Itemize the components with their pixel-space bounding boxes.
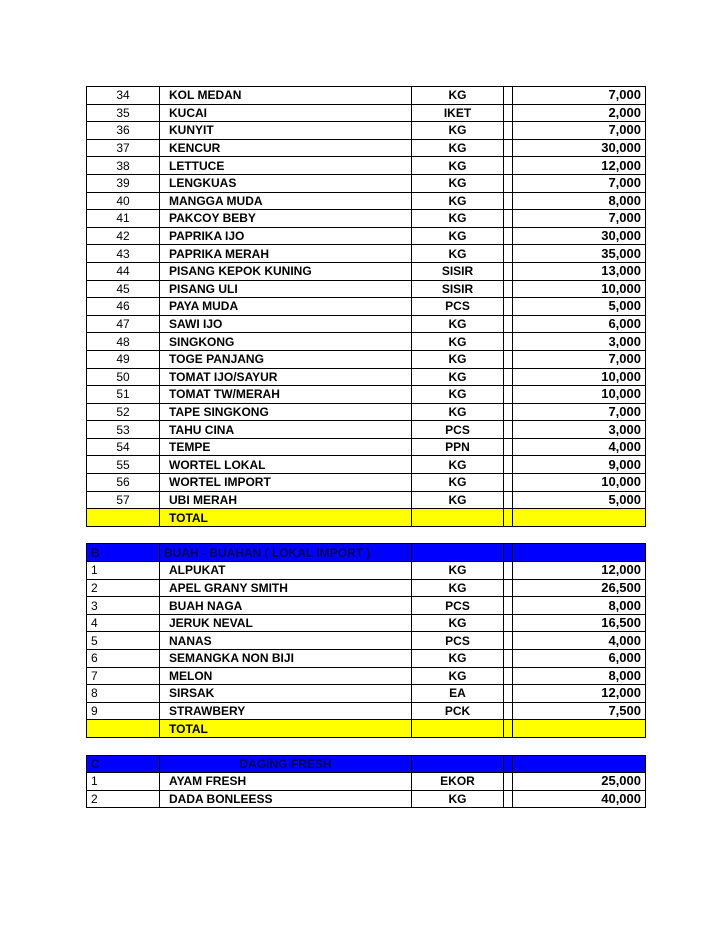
item-price: 10,000 [513, 368, 646, 386]
item-name: PISANG KEPOK KUNING [160, 262, 412, 280]
item-price: 3,000 [513, 421, 646, 439]
spacer-cell [504, 421, 513, 439]
row-number: 5 [87, 632, 160, 650]
table-row [87, 210, 646, 228]
table-row [87, 632, 646, 650]
spacer-cell [504, 474, 513, 492]
row-number: 54 [87, 438, 160, 456]
row-number: 2 [87, 790, 160, 808]
spacer-cell [504, 667, 513, 685]
item-price: 5,000 [513, 491, 646, 509]
item-price: 2,000 [513, 104, 646, 122]
item-unit: KG [412, 474, 504, 492]
item-price: 16,500 [513, 614, 646, 632]
item-price: 4,000 [513, 632, 646, 650]
item-price: 3,000 [513, 333, 646, 351]
item-price: 8,000 [513, 192, 646, 210]
item-unit: KG [412, 491, 504, 509]
table-row [87, 685, 646, 703]
item-name: KOL MEDAN [160, 87, 412, 105]
item-unit: SISIR [412, 280, 504, 298]
item-name: PAYA MUDA [160, 298, 412, 316]
total-row [87, 509, 646, 527]
item-price: 12,000 [513, 157, 646, 175]
item-name: SEMANGKA NON BIJI [160, 650, 412, 668]
spacer-cell [504, 210, 513, 228]
item-name: NANAS [160, 632, 412, 650]
item-name: STRAWBERY [160, 702, 412, 720]
item-unit: PCS [412, 597, 504, 615]
item-price: 5,000 [513, 298, 646, 316]
row-number: 1 [87, 562, 160, 580]
spacer-cell [504, 562, 513, 580]
item-name: PAKCOY BEBY [160, 210, 412, 228]
item-name: LENGKUAS [160, 174, 412, 192]
section-unit [412, 755, 504, 773]
gap-row [87, 737, 646, 755]
item-price: 7,000 [513, 122, 646, 140]
table-row [87, 579, 646, 597]
spacer-cell [504, 262, 513, 280]
table-row [87, 139, 646, 157]
spacer-cell [504, 491, 513, 509]
table-row [87, 104, 646, 122]
item-price: 7,000 [513, 87, 646, 105]
row-number: 50 [87, 368, 160, 386]
spacer-cell [504, 386, 513, 404]
spacer-cell [504, 544, 513, 562]
spacer-cell [504, 368, 513, 386]
item-name: TOMAT TW/MERAH [160, 386, 412, 404]
item-price: 6,000 [513, 650, 646, 668]
gap-cell [87, 526, 646, 544]
item-name: TAHU CINA [160, 421, 412, 439]
total-value [513, 720, 646, 738]
row-number: 38 [87, 157, 160, 175]
item-price: 8,000 [513, 597, 646, 615]
row-number: 56 [87, 474, 160, 492]
item-name: KUCAI [160, 104, 412, 122]
table-row [87, 262, 646, 280]
item-unit: PCS [412, 421, 504, 439]
table-row [87, 614, 646, 632]
item-unit: KG [412, 139, 504, 157]
spacer-cell [504, 350, 513, 368]
item-unit: EKOR [412, 773, 504, 791]
item-name: BUAH NAGA [160, 597, 412, 615]
row-number: 43 [87, 245, 160, 263]
row-number: 40 [87, 192, 160, 210]
table-row [87, 421, 646, 439]
item-name: UBI MERAH [160, 491, 412, 509]
item-name: LETTUCE [160, 157, 412, 175]
price-list-body [87, 87, 646, 808]
item-name: ALPUKAT [160, 562, 412, 580]
spacer-cell [504, 104, 513, 122]
spacer-cell [504, 632, 513, 650]
item-price: 12,000 [513, 562, 646, 580]
item-unit: KG [412, 210, 504, 228]
item-name: TEMPE [160, 438, 412, 456]
spacer-cell [504, 790, 513, 808]
spacer-cell [504, 614, 513, 632]
table-row [87, 790, 646, 808]
gap-row [87, 526, 646, 544]
spacer-cell [504, 192, 513, 210]
item-price: 10,000 [513, 280, 646, 298]
spacer-cell [504, 298, 513, 316]
item-unit: PPN [412, 438, 504, 456]
section-price [513, 755, 646, 773]
spacer-cell [504, 685, 513, 703]
row-number: 55 [87, 456, 160, 474]
spacer-cell [504, 650, 513, 668]
price-list-table [86, 86, 646, 808]
row-number: 37 [87, 139, 160, 157]
item-name: SAWI IJO [160, 315, 412, 333]
item-price: 35,000 [513, 245, 646, 263]
item-price: 30,000 [513, 139, 646, 157]
total-blank [87, 509, 160, 527]
item-price: 10,000 [513, 386, 646, 404]
section-title: DAGING FRESH [160, 755, 412, 773]
table-row [87, 438, 646, 456]
section-price [513, 544, 646, 562]
item-price: 13,000 [513, 262, 646, 280]
row-number: 49 [87, 350, 160, 368]
item-price: 7,500 [513, 702, 646, 720]
spacer-cell [504, 597, 513, 615]
item-unit: SISIR [412, 262, 504, 280]
item-unit: KG [412, 245, 504, 263]
row-number: 8 [87, 685, 160, 703]
row-number: 2 [87, 579, 160, 597]
table-row [87, 386, 646, 404]
row-number: 9 [87, 702, 160, 720]
item-name: PAPRIKA MERAH [160, 245, 412, 263]
spacer-cell [504, 333, 513, 351]
item-name: MANGGA MUDA [160, 192, 412, 210]
item-unit: KG [412, 650, 504, 668]
total-blank [87, 720, 160, 738]
item-name: DADA BONLEESS [160, 790, 412, 808]
table-row [87, 562, 646, 580]
item-price: 12,000 [513, 685, 646, 703]
table-row [87, 315, 646, 333]
spacer-cell [504, 456, 513, 474]
total-label: TOTAL [160, 720, 412, 738]
item-price: 7,000 [513, 174, 646, 192]
spacer-cell [504, 755, 513, 773]
item-unit: KG [412, 315, 504, 333]
item-price: 30,000 [513, 227, 646, 245]
table-row [87, 368, 646, 386]
item-unit: KG [412, 403, 504, 421]
item-name: PAPRIKA IJO [160, 227, 412, 245]
table-row [87, 87, 646, 105]
total-unit [412, 720, 504, 738]
item-unit: IKET [412, 104, 504, 122]
gap-cell [87, 737, 646, 755]
row-number: 46 [87, 298, 160, 316]
table-row [87, 350, 646, 368]
spacer-cell [504, 403, 513, 421]
row-number: 35 [87, 104, 160, 122]
spacer-cell [504, 720, 513, 738]
row-number: 39 [87, 174, 160, 192]
spacer-cell [504, 227, 513, 245]
table-row [87, 280, 646, 298]
item-name: KENCUR [160, 139, 412, 157]
section-title: BUAH - BUAHAN ( LOKAL IMPORT ) [160, 544, 412, 562]
table-row [87, 650, 646, 668]
item-price: 4,000 [513, 438, 646, 456]
total-label: TOTAL [160, 509, 412, 527]
item-name: APEL GRANY SMITH [160, 579, 412, 597]
row-number: 53 [87, 421, 160, 439]
item-unit: KG [412, 350, 504, 368]
spacer-cell [504, 315, 513, 333]
section-header-row [87, 544, 646, 562]
table-row [87, 773, 646, 791]
table-row [87, 192, 646, 210]
item-unit: KG [412, 174, 504, 192]
table-row [87, 597, 646, 615]
item-price: 8,000 [513, 667, 646, 685]
table-row [87, 157, 646, 175]
spacer-cell [504, 87, 513, 105]
total-row [87, 720, 646, 738]
item-unit: KG [412, 614, 504, 632]
item-unit: KG [412, 790, 504, 808]
item-unit: PCK [412, 702, 504, 720]
item-price: 26,500 [513, 579, 646, 597]
item-name: SIRSAK [160, 685, 412, 703]
table-row [87, 245, 646, 263]
row-number: 51 [87, 386, 160, 404]
item-unit: KG [412, 333, 504, 351]
row-number: 52 [87, 403, 160, 421]
spacer-cell [504, 702, 513, 720]
spacer-cell [504, 438, 513, 456]
item-name: TAPE SINGKONG [160, 403, 412, 421]
spacer-cell [504, 174, 513, 192]
table-row [87, 403, 646, 421]
item-name: PISANG ULI [160, 280, 412, 298]
item-unit: KG [412, 562, 504, 580]
item-price: 25,000 [513, 773, 646, 791]
row-number: 1 [87, 773, 160, 791]
spacer-cell [504, 157, 513, 175]
item-unit: KG [412, 87, 504, 105]
item-name: TOMAT IJO/SAYUR [160, 368, 412, 386]
row-number: 3 [87, 597, 160, 615]
table-row [87, 491, 646, 509]
item-unit: KG [412, 122, 504, 140]
row-number: 7 [87, 667, 160, 685]
item-price: 10,000 [513, 474, 646, 492]
row-number: 42 [87, 227, 160, 245]
table-row [87, 702, 646, 720]
row-number: 57 [87, 491, 160, 509]
item-unit: EA [412, 685, 504, 703]
section-unit [412, 544, 504, 562]
section-header-row [87, 755, 646, 773]
table-row [87, 122, 646, 140]
item-name: MELON [160, 667, 412, 685]
table-row [87, 456, 646, 474]
row-number: 41 [87, 210, 160, 228]
item-unit: PCS [412, 632, 504, 650]
spacer-cell [504, 773, 513, 791]
spacer-cell [504, 280, 513, 298]
item-name: KUNYIT [160, 122, 412, 140]
item-name: JERUK NEVAL [160, 614, 412, 632]
table-row [87, 474, 646, 492]
total-unit [412, 509, 504, 527]
section-code: C [87, 755, 160, 773]
item-price: 9,000 [513, 456, 646, 474]
item-name: WORTEL LOKAL [160, 456, 412, 474]
table-row [87, 227, 646, 245]
row-number: 47 [87, 315, 160, 333]
item-unit: KG [412, 157, 504, 175]
item-unit: KG [412, 667, 504, 685]
row-number: 36 [87, 122, 160, 140]
row-number: 45 [87, 280, 160, 298]
row-number: 34 [87, 87, 160, 105]
spacer-cell [504, 139, 513, 157]
item-price: 7,000 [513, 403, 646, 421]
item-price: 40,000 [513, 790, 646, 808]
section-code: B [87, 544, 160, 562]
item-unit: KG [412, 227, 504, 245]
item-unit: KG [412, 386, 504, 404]
row-number: 4 [87, 614, 160, 632]
item-unit: KG [412, 456, 504, 474]
item-name: TOGE PANJANG [160, 350, 412, 368]
item-unit: KG [412, 579, 504, 597]
spacer-cell [504, 579, 513, 597]
table-row [87, 174, 646, 192]
item-price: 6,000 [513, 315, 646, 333]
spacer-cell [504, 245, 513, 263]
item-name: WORTEL IMPORT [160, 474, 412, 492]
item-unit: KG [412, 368, 504, 386]
table-row [87, 298, 646, 316]
item-name: SINGKONG [160, 333, 412, 351]
item-name: AYAM FRESH [160, 773, 412, 791]
table-row [87, 667, 646, 685]
row-number: 48 [87, 333, 160, 351]
total-value [513, 509, 646, 527]
row-number: 44 [87, 262, 160, 280]
item-unit: KG [412, 192, 504, 210]
item-price: 7,000 [513, 350, 646, 368]
row-number: 6 [87, 650, 160, 668]
item-unit: PCS [412, 298, 504, 316]
spacer-cell [504, 509, 513, 527]
table-row [87, 333, 646, 351]
spacer-cell [504, 122, 513, 140]
item-price: 7,000 [513, 210, 646, 228]
